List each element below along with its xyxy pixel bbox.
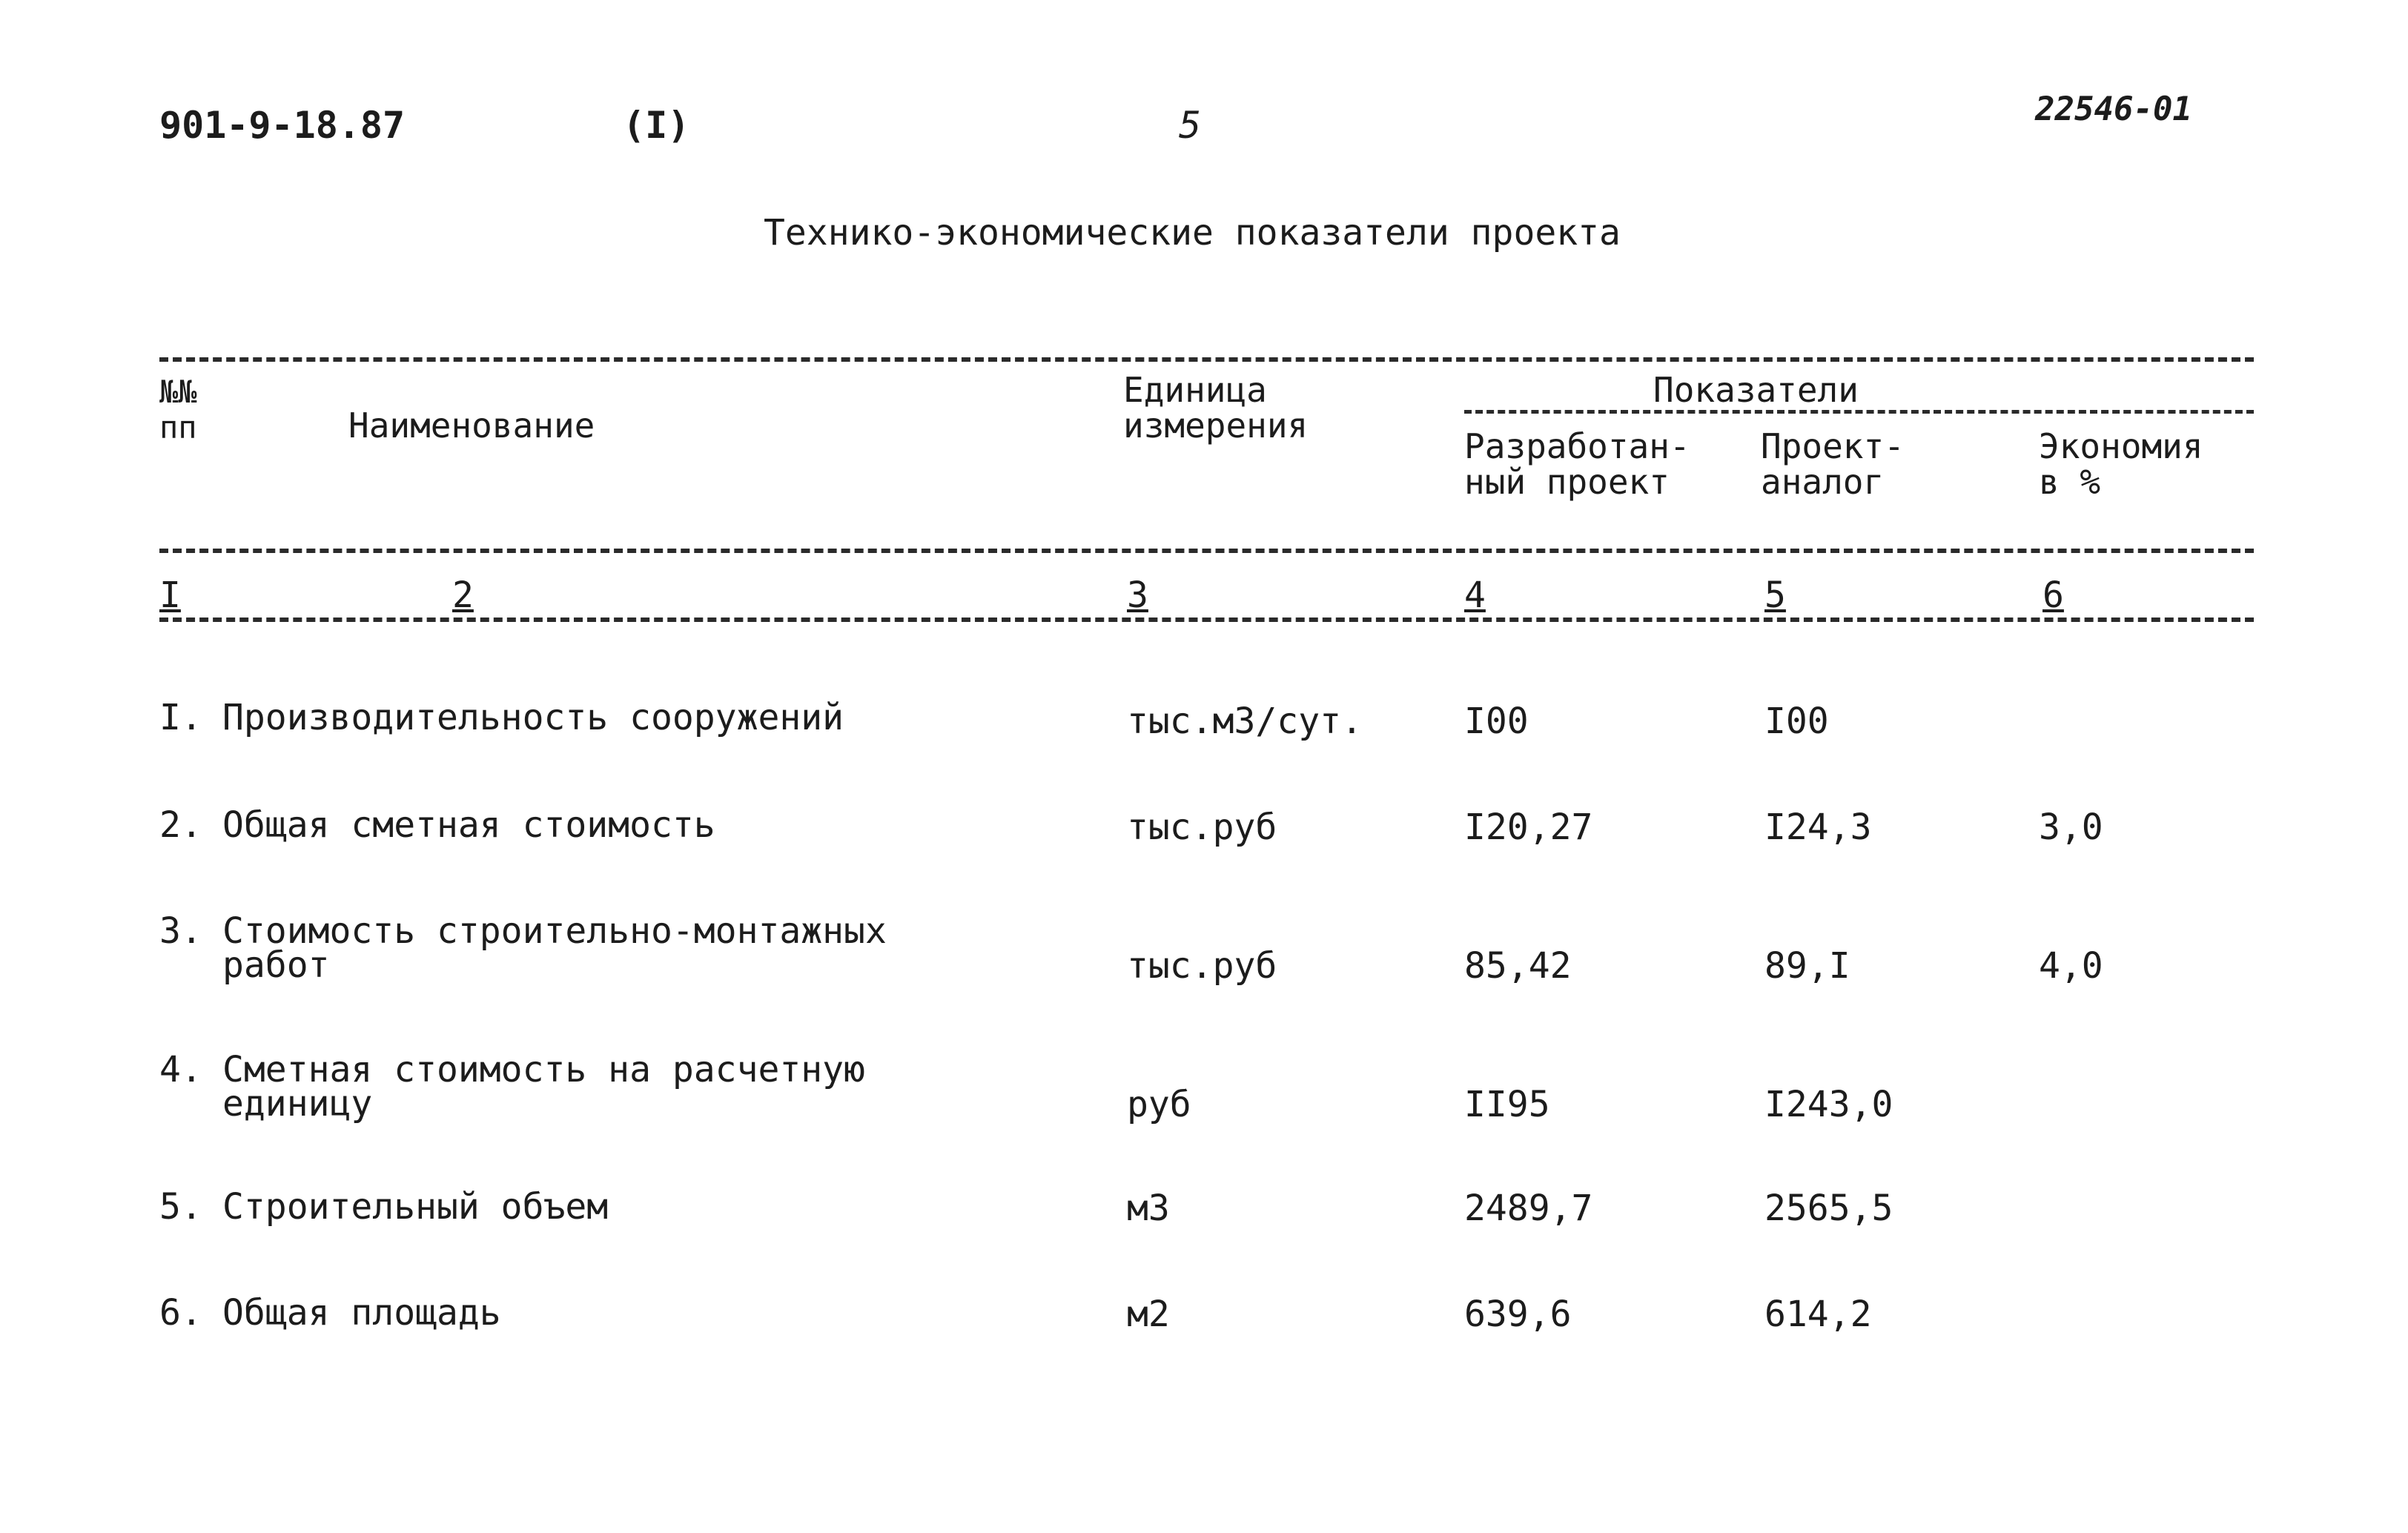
- header-name: Наименование: [348, 405, 595, 446]
- column-number-1: I: [159, 575, 181, 616]
- row-number: 6.: [159, 1292, 202, 1334]
- row-number: 4.: [159, 1049, 202, 1090]
- page-title: Технико-экономические показатели проекта: [764, 212, 1621, 254]
- document-part: (I): [623, 104, 690, 147]
- numbers-bottom-rule: [159, 617, 2254, 622]
- indicators-rule: [1464, 410, 2254, 414]
- row-developed-value: 85,42: [1464, 945, 1572, 987]
- row-developed-value: 639,6: [1464, 1294, 1572, 1335]
- column-number-2: 2: [452, 575, 474, 616]
- header-economy: Экономия в %: [2039, 426, 2203, 502]
- row-unit: тыс.м3/сут.: [1127, 701, 1363, 742]
- row-number: I.: [159, 697, 202, 738]
- row-unit: м3: [1127, 1188, 1170, 1229]
- document-code: 901-9-18.87: [159, 104, 406, 147]
- row-name: Сметная стоимость на расчетную единицу: [222, 1049, 865, 1125]
- row-economy-value: 4,0: [2039, 945, 2103, 987]
- header-indicators: Показатели: [1653, 370, 1859, 410]
- row-analog-value: I24,3: [1764, 807, 1872, 848]
- header-analog: Проект- аналог: [1761, 426, 1905, 502]
- header-developed: Разработан- ный проект: [1464, 426, 1690, 502]
- row-developed-value: I00: [1464, 701, 1529, 742]
- column-number-4: 4: [1464, 575, 1486, 616]
- row-analog-value: I00: [1764, 701, 1829, 742]
- row-analog-value: 89,I: [1764, 945, 1850, 987]
- header-unit: Единица измерения: [1123, 370, 1309, 446]
- document-number: 22546-01: [2035, 90, 2192, 128]
- header-number: №№ пп: [159, 374, 197, 446]
- page-number: 5: [1179, 104, 1202, 147]
- row-analog-value: I243,0: [1764, 1084, 1893, 1125]
- row-developed-value: I20,27: [1464, 807, 1593, 848]
- header-bottom-rule: [159, 549, 2254, 553]
- row-name: Общая сметная стоимость: [222, 804, 715, 846]
- row-number: 3.: [159, 910, 202, 952]
- row-name: Общая площадь: [222, 1292, 501, 1334]
- row-developed-value: 2489,7: [1464, 1188, 1593, 1229]
- column-number-5: 5: [1764, 575, 1786, 616]
- row-name: Строительный объем: [222, 1186, 609, 1228]
- row-unit: тыс.руб: [1127, 807, 1277, 848]
- row-number: 5.: [159, 1186, 202, 1228]
- row-analog-value: 614,2: [1764, 1294, 1872, 1335]
- row-unit: тыс.руб: [1127, 945, 1277, 987]
- row-economy-value: 3,0: [2039, 807, 2103, 848]
- table-top-rule: [159, 357, 2254, 362]
- row-analog-value: 2565,5: [1764, 1188, 1893, 1229]
- row-number: 2.: [159, 804, 202, 846]
- column-number-6: 6: [2042, 575, 2064, 616]
- row-developed-value: II95: [1464, 1084, 1550, 1125]
- row-unit: м2: [1127, 1294, 1170, 1335]
- column-number-3: 3: [1127, 575, 1148, 616]
- row-unit: руб: [1127, 1084, 1191, 1125]
- row-name: Производительность сооружений: [222, 697, 844, 738]
- row-name: Стоимость строительно-монтажных работ: [222, 910, 887, 986]
